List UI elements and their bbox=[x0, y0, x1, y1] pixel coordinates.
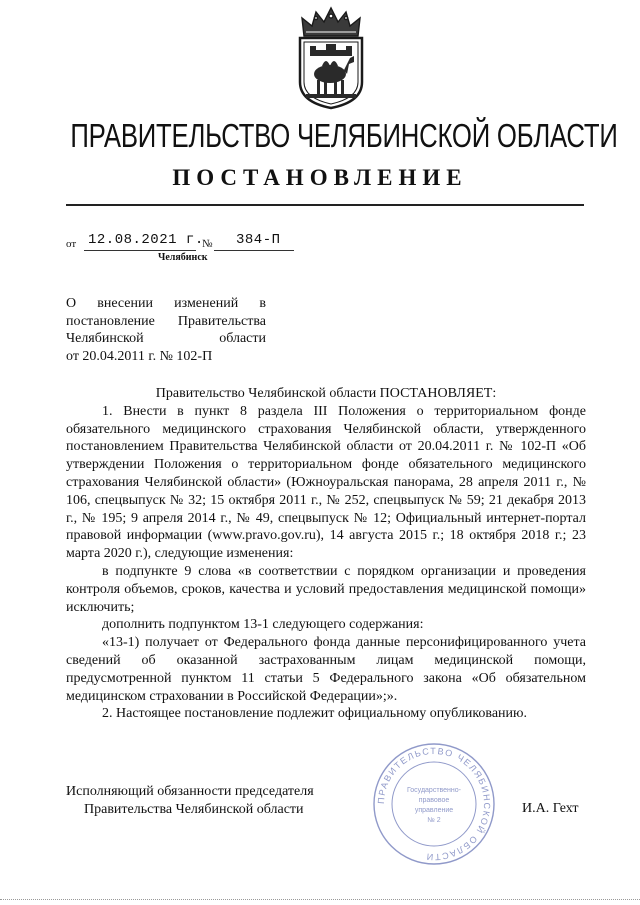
document-number: 384-П bbox=[236, 232, 281, 248]
document-date: 12.08.2021 г. bbox=[88, 232, 204, 248]
subject-line-3: Челябинской области bbox=[66, 331, 266, 346]
number-underline bbox=[214, 250, 294, 251]
svg-text:ПРАВИТЕЛЬСТВО ЧЕЛЯБИНСКОЙ ОБЛА bbox=[376, 746, 492, 862]
subject-line-1: О внесении изменений в bbox=[66, 296, 266, 311]
page-bottom-edge bbox=[0, 899, 640, 901]
seal-center-line-4: № 2 bbox=[427, 817, 441, 824]
city-name: Челябинск bbox=[158, 252, 208, 263]
date-number-line bbox=[66, 232, 326, 254]
document-subject bbox=[66, 295, 266, 365]
subject-line-2: постановление Правительства bbox=[66, 313, 266, 329]
seal-ring-text: ПРАВИТЕЛЬСТВО ЧЕЛЯБИНСКОЙ ОБЛАСТИ bbox=[375, 745, 493, 863]
from-label: от bbox=[66, 238, 77, 250]
document-type-title: ПОСТАНОВЛЕНИЕ bbox=[172, 165, 468, 190]
header-divider bbox=[66, 204, 584, 206]
government-title: ПРАВИТЕЛЬСТВО ЧЕЛЯБИНСКОЙ ОБЛАСТИ bbox=[70, 117, 618, 154]
paragraph-2: в подпункте 9 слова «в соответствии с порядком организации и проведения контроля объемов, сроков, качества и условий предоставления медицинской помощи» исключить; bbox=[66, 563, 586, 615]
paragraph-3: дополнить подпунктом 13-1 следующего содержания: bbox=[102, 617, 424, 633]
crown-icon bbox=[302, 8, 360, 36]
date-underline bbox=[84, 250, 196, 251]
seal-center-line-3: управление bbox=[414, 807, 454, 814]
signatory-name: И.А. Гехт bbox=[522, 801, 579, 816]
subject-line-4: от 20.04.2011 г. № 102-П bbox=[66, 348, 213, 364]
number-label: № bbox=[202, 238, 213, 250]
official-seal-stamp bbox=[370, 740, 498, 868]
coat-of-arms-emblem bbox=[292, 6, 370, 110]
preamble: Правительство Челябинской области ПОСТАНОВЛЯЕТ: bbox=[155, 386, 497, 401]
seal-center-line-2: правовое bbox=[418, 797, 450, 804]
paragraph-4: «13-1) получает от Федерального фонда данные персонифицированного учета сведений об оказанной застрахованным лицам медицинской помощи, предусмотренной пунктом 11 статьи 5 Федерального закона «Об обязательном медицинском страховании в Российской Федерации»;». bbox=[66, 635, 586, 704]
signatory-role-line-1: Исполняющий обязанности председателя bbox=[66, 784, 314, 799]
paragraph-1: 1. Внести в пункт 8 раздела III Положения о территориальном фонде обязательного медицинского страхования Челябинской области, утвержденного постановлением Правительства Челябинской области от 20.04.2011 г. № 102-П «Об утверждении Положения о территориальном фонде обязательного медицинского страхования Челябинской области» (Южноуральская панорама, 28 апреля 2011 г., № 106, спецвыпуск № 32; 15 октября 2011 г., № 252, спецвыпуск № 59; 21 декабря 2013 г., № 195; 9 апреля 2014 г., № 49, спецвыпуск № 12; Официальный интернет-портал правовой информации (www.pravo.gov.ru), 14 августа 2015 г.; 18 октября 2018 г.; 23 марта 2020 г.), следующие изменения: bbox=[66, 403, 586, 562]
seal-center-line-1: Государственно- bbox=[406, 787, 462, 794]
paragraph-5: 2. Настоящее постановление подлежит официальному опубликованию. bbox=[102, 706, 527, 722]
signatory-role bbox=[66, 783, 314, 818]
document-body bbox=[66, 385, 586, 723]
signatory-role-line-2: Правительства Челябинской области bbox=[84, 801, 304, 817]
